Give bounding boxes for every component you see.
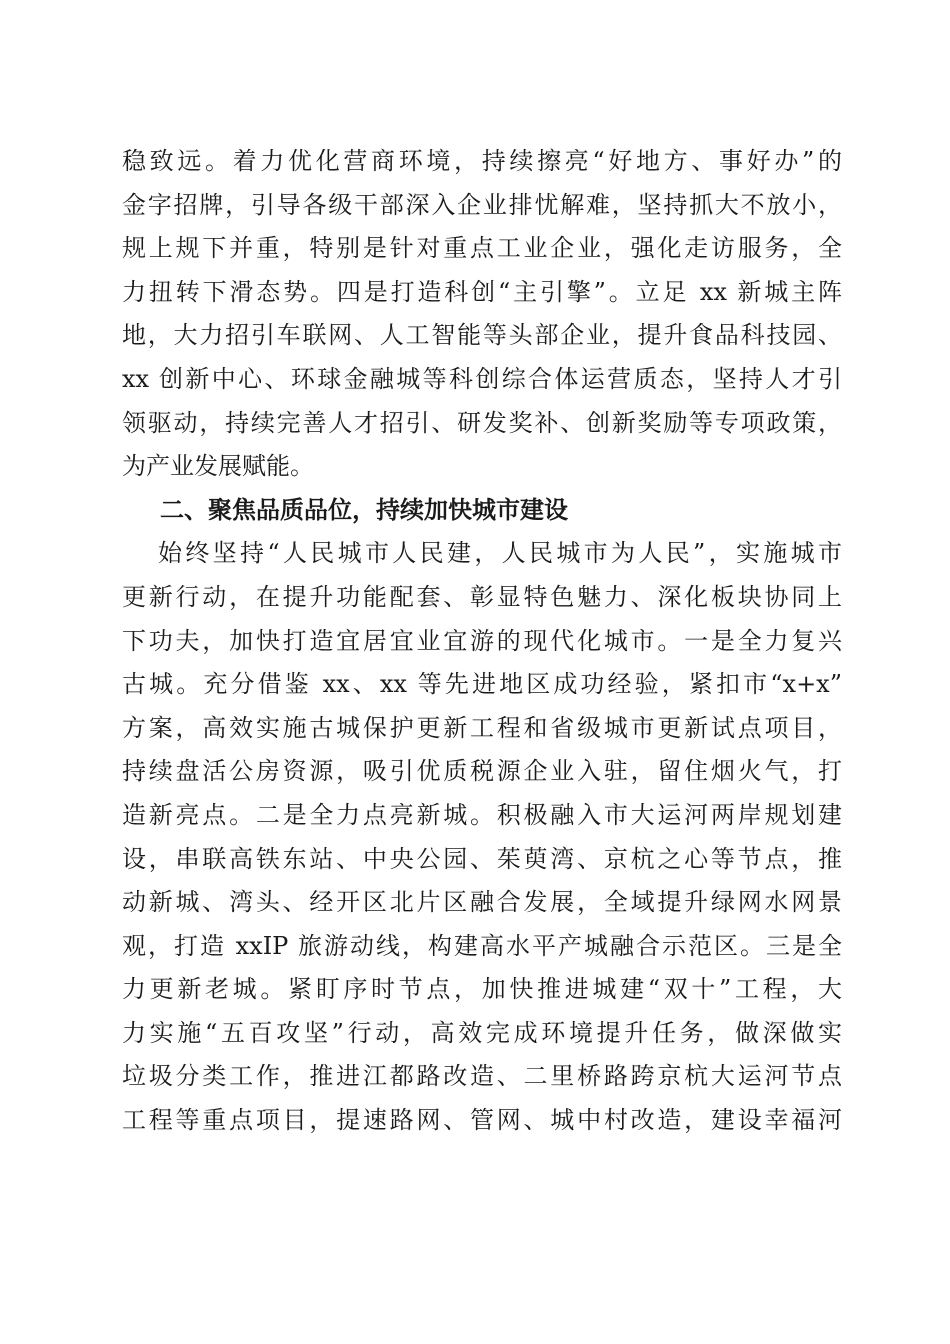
text-line: 工程等重点项目，提速路网、管网、城中村改造，建设幸福河 (122, 1106, 842, 1135)
text-line: 为产业发展赋能。 (122, 452, 314, 481)
text-line: 设，串联高铁东站、中央公园、茱萸湾、京杭之心等节点，推 (122, 844, 842, 873)
text-line: 地，大力招引车联网、人工智能等头部企业，提升食品科技园、 (122, 321, 842, 350)
text-line: 观，打造 xxIP 旅游动线，构建高水平产城融合示范区。三是全 (122, 931, 842, 960)
text-line: 领驱动，持续完善人才招引、研发奖补、创新奖励等专项政策， (122, 408, 842, 437)
text-line: 造新亮点。二是全力点亮新城。积极融入市大运河两岸规划建 (122, 800, 842, 829)
text-line: 方案，高效实施古城保护更新工程和省级城市更新试点项目， (122, 713, 842, 742)
text-line: 下功夫，加快打造宜居宜业宜游的现代化城市。一是全力复兴 (122, 626, 842, 655)
document-body (122, 140, 842, 1143)
text-line: 持续盘活公房资源，吸引优质税源企业入驻，留住烟火气，打 (122, 757, 842, 786)
text-line: 稳致远。着力优化营商环境，持续擦亮“好地方、事好办”的 (122, 147, 842, 175)
text-line: 力实施“五百攻坚”行动，高效完成环境提升任务，做深做实 (122, 1018, 842, 1047)
text-line: 规上规下并重，特别是针对重点工业企业，强化走访服务，全 (122, 234, 842, 263)
section-heading: 二、聚焦品质品位，持续加快城市建设 (160, 495, 568, 524)
text-line: 古城。充分借鉴 xx、xx 等先进地区成功经验，紧扣市“x+x” (122, 670, 842, 699)
text-line: 更新行动，在提升功能配套、彰显特色魅力、深化板块协同上 (122, 582, 842, 611)
text-line: xx 创新中心、环球金融城等科创综合体运营质态，坚持人才引 (122, 364, 842, 393)
text-line: 力扭转下滑态势。四是打造科创“主引擎”。立足 xx 新城主阵 (122, 277, 842, 306)
text-line: 力更新老城。紧盯序时节点，加快推进城建“双十”工程，大 (122, 975, 842, 1004)
text-line: 始终坚持“人民城市人民建，人民城市为人民”，实施城市 (158, 539, 842, 568)
text-line: 金字招牌，引导各级干部深入企业排忧解难，坚持抓大不放小， (122, 190, 842, 219)
text-line: 动新城、湾头、经开区北片区融合发展，全域提升绿网水网景 (122, 888, 842, 917)
text-line: 垃圾分类工作，推进江都路改造、二里桥路跨京杭大运河节点 (122, 1062, 842, 1091)
